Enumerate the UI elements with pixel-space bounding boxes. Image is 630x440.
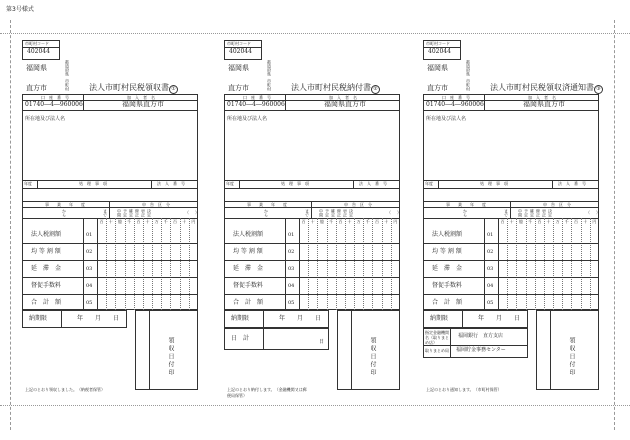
- digit-divider: [516, 218, 517, 310]
- digit-divider: [106, 218, 107, 310]
- filing-type: 決定: [349, 209, 354, 217]
- digit-divider: [535, 218, 536, 310]
- digit-divider: [590, 218, 591, 310]
- city-code-label: 市町村コード: [426, 41, 450, 46]
- row-label: 延 滞 金: [432, 265, 463, 272]
- digit-label: 十: [509, 219, 514, 224]
- digit-divider: [161, 218, 162, 310]
- digit-label: 百: [301, 219, 306, 224]
- paren-close: ）: [195, 210, 199, 215]
- digit-divider: [507, 218, 508, 310]
- row-divider: [423, 277, 599, 278]
- corp-number-label: 法 人 番 号: [157, 181, 185, 186]
- account-number: 01740―4―960006: [426, 101, 484, 108]
- digit-label: 億: [518, 219, 523, 224]
- row-code: 05: [487, 300, 494, 306]
- period-label: 事 業 年 度: [45, 201, 85, 207]
- filing-class-label: 申 告 区 分: [543, 201, 571, 207]
- digit-label: 百: [537, 219, 542, 224]
- payee-label: 加 入 者 名: [127, 94, 155, 100]
- city-side-label: 市町村: [466, 79, 471, 91]
- filing-type: 決定: [548, 209, 553, 217]
- from-label: から: [264, 209, 269, 217]
- city-side-label: 市町村: [65, 79, 70, 91]
- period-label: 事 業 年 度: [247, 201, 287, 207]
- digit-divider: [391, 218, 392, 310]
- row-divider: [224, 294, 400, 295]
- due-label: 納期限: [430, 315, 449, 322]
- row-divider: [224, 260, 400, 261]
- prefecture-side-label: 都道府県: [267, 60, 272, 76]
- year-label: 年: [478, 315, 485, 322]
- digit-divider: [571, 218, 572, 310]
- row-code: 04: [86, 283, 93, 289]
- digit-divider: [125, 218, 126, 310]
- row-label: 延 滞 金: [233, 265, 264, 272]
- city-side-label: 市町村: [267, 79, 272, 91]
- row-code: 05: [288, 300, 295, 306]
- prefecture-side-label: 都道府県: [65, 60, 70, 76]
- filing-type: 確定: [530, 209, 535, 217]
- digit-divider: [526, 218, 527, 310]
- form-title: 法人市町村民税納付書 ②: [291, 84, 380, 94]
- filing-type: 修正: [135, 209, 140, 217]
- digit-label: 百: [574, 219, 579, 224]
- row-label: 督促手数料: [233, 282, 264, 289]
- from-label: から: [463, 209, 468, 217]
- digit-divider: [544, 218, 545, 310]
- paren-close: ）: [596, 210, 600, 215]
- filing-type: 修正: [337, 209, 342, 217]
- digit-divider: [308, 218, 309, 310]
- digit-label: 百: [375, 219, 380, 224]
- digit-label: 円: [393, 219, 398, 224]
- filing-type: 更正: [141, 209, 146, 217]
- tax-form-2: [219, 0, 404, 440]
- stamp-label: 領収日付印: [167, 337, 174, 377]
- post-box-label: 取りまとめ局: [425, 348, 449, 353]
- day-label: 日: [113, 315, 120, 322]
- filing-type: 予定: [524, 209, 529, 217]
- row-label: 合 計 額: [233, 299, 264, 306]
- filing-class-label: 申 告 区 分: [142, 201, 170, 207]
- corp-number-label: 法 人 番 号: [359, 181, 387, 186]
- digit-divider: [345, 218, 346, 310]
- month-label: 月: [297, 315, 304, 322]
- paren-open: （: [387, 210, 391, 215]
- city-code-label: 市町村コード: [25, 41, 49, 46]
- address-label: 所在地及び法人名: [25, 116, 66, 122]
- fiscal-year-label: 年度: [24, 181, 32, 186]
- address-label: 所在地及び法人名: [227, 116, 268, 122]
- filing-type: 中間: [518, 209, 523, 217]
- digit-divider: [115, 218, 116, 310]
- form-title: 法人市町村民税領収書 ①: [89, 84, 178, 94]
- prefecture: 福岡県: [26, 64, 47, 72]
- fiscal-year-label: 年度: [226, 181, 234, 186]
- filing-type: 更正: [343, 209, 348, 217]
- sheet-number: ①: [169, 85, 178, 94]
- row-code: 04: [487, 283, 494, 289]
- day-label: 日: [514, 315, 521, 322]
- bank-number-label: 口 座 番 号: [243, 94, 271, 100]
- filing-type: 予定: [325, 209, 330, 217]
- row-code: 01: [288, 232, 295, 238]
- footer-note: 上記のとおり通知します。（市町村保管）: [426, 387, 502, 392]
- digit-divider: [189, 218, 190, 310]
- city-code: 402044: [27, 48, 50, 55]
- digit-label: 千: [528, 219, 533, 224]
- row-label: 督促手数料: [31, 282, 62, 289]
- row-label: 均 等 割 額: [233, 248, 263, 255]
- digit-label: 十: [108, 219, 113, 224]
- sheet-number: ②: [371, 85, 380, 94]
- digit-label: 億: [117, 219, 122, 224]
- digit-label: 千: [329, 219, 334, 224]
- filing-type: 確定: [129, 209, 134, 217]
- address-label: 所在地及び法人名: [426, 116, 467, 122]
- to-label: まで: [103, 209, 108, 217]
- jurisdiction-label: 処 理 事 項: [79, 181, 107, 186]
- bank-box-label: 指定金融機関名（取りまとめ店）: [425, 330, 449, 345]
- digit-divider: [317, 218, 318, 310]
- digit-label: 百: [136, 219, 141, 224]
- digit-label: 百: [173, 219, 178, 224]
- row-code: 03: [86, 266, 93, 272]
- digit-label: 十: [145, 219, 150, 224]
- year-label: 年: [77, 315, 84, 322]
- paren-open: （: [586, 210, 590, 215]
- filing-type: 確定: [331, 209, 336, 217]
- digit-label: 万: [356, 219, 361, 224]
- row-divider: [22, 294, 198, 295]
- row-label: 均 等 割 額: [31, 248, 61, 255]
- row-label: 延 滞 金: [31, 265, 62, 272]
- digit-label: 十: [310, 219, 315, 224]
- tax-form-3: [418, 0, 603, 440]
- payee-name: 福岡県直方市: [324, 100, 366, 108]
- stamp-label: 領収日付印: [568, 337, 575, 377]
- to-label: まで: [504, 209, 509, 217]
- right-perforation: [614, 20, 615, 430]
- digit-label: 百: [500, 219, 505, 224]
- corp-number-label: 法 人 番 号: [558, 181, 586, 186]
- footer-note: 上記のとおり納付します。（金融機関又は郵 便局保管）: [227, 387, 307, 398]
- row-divider: [224, 277, 400, 278]
- row-divider: [423, 243, 599, 244]
- digit-divider: [553, 218, 554, 310]
- sheet-number: ③: [594, 85, 603, 94]
- row-divider: [423, 260, 599, 261]
- row-label: 法人税割額: [233, 231, 264, 238]
- account-number: 01740―4―960006: [25, 101, 83, 108]
- row-divider: [423, 294, 599, 295]
- digit-divider: [152, 218, 153, 310]
- row-code: 02: [86, 249, 93, 255]
- row-code: 05: [86, 300, 93, 306]
- form-title: 法人市町村民税領収済通知書 ③: [490, 84, 603, 94]
- row-divider: [22, 260, 198, 261]
- digit-divider: [336, 218, 337, 310]
- row-label: 法人税割額: [31, 231, 62, 238]
- row-label: 均 等 割 額: [432, 248, 462, 255]
- digit-divider: [180, 218, 181, 310]
- digit-label: 十: [384, 219, 389, 224]
- prefecture: 福岡県: [228, 64, 249, 72]
- city-code-label: 市町村コード: [227, 41, 251, 46]
- digit-label: 億: [319, 219, 324, 224]
- due-label: 納期限: [29, 315, 48, 322]
- row-code: 02: [288, 249, 295, 255]
- left-perforation: [10, 20, 11, 430]
- digit-label: 百: [338, 219, 343, 224]
- row-label: 法人税割額: [432, 231, 463, 238]
- municipality: 直方市: [427, 84, 448, 92]
- digit-label: 千: [127, 219, 132, 224]
- period-label: 事 業 年 度: [446, 201, 486, 207]
- payee-label: 加 入 者 名: [528, 94, 556, 100]
- row-divider: [22, 277, 198, 278]
- filing-type: 修正: [536, 209, 541, 217]
- digit-label: 千: [365, 219, 370, 224]
- row-label: 督促手数料: [432, 282, 463, 289]
- prefecture-side-label: 都道府県: [466, 60, 471, 76]
- digit-label: 百: [99, 219, 104, 224]
- filing-type: 更正: [542, 209, 547, 217]
- digit-label: 万: [555, 219, 560, 224]
- jurisdiction-label: 処 理 事 項: [281, 181, 309, 186]
- digit-divider: [581, 218, 582, 310]
- filing-type: 中間: [117, 209, 122, 217]
- filing-type: 中間: [319, 209, 324, 217]
- digit-divider: [134, 218, 135, 310]
- paren-close: ）: [397, 210, 401, 215]
- payee-name: 福岡県直方市: [122, 100, 164, 108]
- month-label: 月: [496, 315, 503, 322]
- municipality: 直方市: [228, 84, 249, 92]
- page-label: 第3号様式: [6, 6, 34, 13]
- row-label: 合 計 額: [432, 299, 463, 306]
- row-code: 04: [288, 283, 295, 289]
- digit-label: 円: [191, 219, 196, 224]
- account-number: 01740―4―960006: [227, 101, 285, 108]
- row-divider: [224, 243, 400, 244]
- row-code: 03: [487, 266, 494, 272]
- jurisdiction-label: 処 理 事 項: [480, 181, 508, 186]
- digit-divider: [170, 218, 171, 310]
- digit-label: 円: [592, 219, 597, 224]
- from-label: から: [62, 209, 67, 217]
- row-code: 01: [487, 232, 494, 238]
- digit-label: 千: [163, 219, 168, 224]
- post-office: 福岡貯金事務センター: [456, 347, 506, 353]
- filing-type: 決定: [147, 209, 152, 217]
- city-code: 402044: [428, 48, 451, 55]
- digit-divider: [354, 218, 355, 310]
- paren-open: （: [185, 210, 189, 215]
- digit-divider: [363, 218, 364, 310]
- row-label: 合 計 額: [31, 299, 62, 306]
- payee-label: 加 入 者 名: [329, 94, 357, 100]
- footer-note: 上記のとおり領収しました。（納税者保管）: [25, 387, 105, 392]
- bank-name: 福岡銀行 直方支店: [458, 333, 504, 339]
- digit-divider: [382, 218, 383, 310]
- bank-number-label: 口 座 番 号: [442, 94, 470, 100]
- tax-form-1: [17, 0, 202, 440]
- row-code: 01: [86, 232, 93, 238]
- digit-divider: [327, 218, 328, 310]
- prefecture: 福岡県: [427, 64, 448, 72]
- due-label: 納期限: [231, 315, 250, 322]
- digit-divider: [143, 218, 144, 310]
- row-code: 03: [288, 266, 295, 272]
- to-label: まで: [305, 209, 310, 217]
- filing-class-label: 申 告 区 分: [344, 201, 372, 207]
- digit-label: 十: [347, 219, 352, 224]
- municipality: 直方市: [26, 84, 47, 92]
- fiscal-year-label: 年度: [425, 181, 433, 186]
- city-code: 402044: [229, 48, 252, 55]
- stamp-label: 領収日付印: [369, 337, 376, 377]
- digit-divider: [562, 218, 563, 310]
- filing-type: 予定: [123, 209, 128, 217]
- digit-divider: [372, 218, 373, 310]
- cut-text: 日: [319, 339, 325, 345]
- digit-label: 十: [546, 219, 551, 224]
- day-label: 日: [315, 315, 322, 322]
- daily-total-label: 日 計: [231, 335, 250, 342]
- year-label: 年: [279, 315, 286, 322]
- digit-label: 万: [154, 219, 159, 224]
- digit-label: 十: [182, 219, 187, 224]
- bank-number-label: 口 座 番 号: [41, 94, 69, 100]
- payee-name: 福岡県直方市: [523, 100, 565, 108]
- row-divider: [22, 243, 198, 244]
- digit-label: 十: [583, 219, 588, 224]
- digit-label: 千: [564, 219, 569, 224]
- row-code: 02: [487, 249, 494, 255]
- month-label: 月: [95, 315, 102, 322]
